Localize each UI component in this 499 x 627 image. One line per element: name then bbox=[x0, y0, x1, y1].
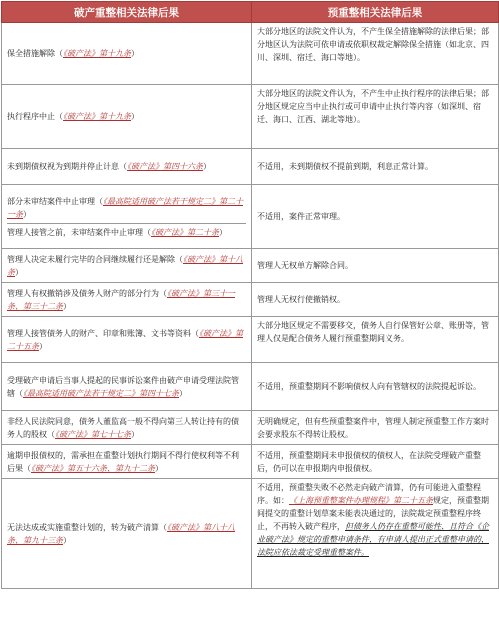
law-citation: 《破产法》第二十五条 bbox=[7, 328, 243, 351]
law-citation: 《破产法》第十九条 bbox=[63, 49, 131, 58]
row-left-cell: 逾期申报债权的，需承担在重整计划执行期间不得行使权利等不利后果（《破产法》第五十六条、第九十二条） bbox=[2, 445, 252, 479]
law-citation: 《破产法》第四十六条 bbox=[127, 162, 203, 171]
law-citation: 《破产法》第七十七条 bbox=[55, 429, 131, 439]
row-left-cell: 非经人民法院同意，债务人董监高一般不得向第三人转让持有的债务人的股权（《破产法》第七十七条） bbox=[2, 411, 252, 445]
table-row bbox=[2, 283, 499, 317]
law-citation: 《破产法》第十八条 bbox=[7, 254, 243, 277]
row-right-cell: 管理人无权行使撤销权。 bbox=[252, 283, 499, 317]
sub-item: 管理人接管之前，未审结案件中止审理（《破产法》第二十条） bbox=[7, 223, 246, 239]
row-left-cell: 管理人有权撤销涉及债务人财产的部分行为（《破产法》第三十一条、第三十二条） bbox=[2, 283, 252, 317]
table-row bbox=[2, 479, 499, 589]
law-citation: 《破产法》第五十六条、第九十二条 bbox=[31, 463, 155, 473]
row-left-cell: 执行程序中止（《破产法》第十九条） bbox=[2, 85, 252, 149]
sub-item: 部分未审结案件中止审理（《最高院适用破产法若干规定二》第二十一条） bbox=[7, 196, 243, 219]
row-left-cell: 未到期债权视为到期并停止计息（《破产法》第四十六条） bbox=[2, 149, 252, 185]
law-citation: 《上海预重整案件办理规程》第二十五条 bbox=[289, 496, 433, 505]
law-citation: 《破产法》第十九条 bbox=[63, 112, 131, 121]
header-pre-reorganization: 预重整相关法律后果 bbox=[252, 2, 499, 23]
row-left-cell: 保全措施解除（《破产法》第十九条） bbox=[2, 23, 252, 85]
law-citation: 《破产法》第二十条 bbox=[151, 227, 219, 237]
table-row bbox=[2, 445, 499, 479]
law-citation: 《最高院适用破产法若干规定二》第二十一条 bbox=[7, 196, 243, 219]
row-right-cell: 不适用，未到期债权不提前到期，利息正常计算。 bbox=[252, 149, 499, 185]
row-right-cell: 管理人无权单方解除合同。 bbox=[252, 249, 499, 283]
table-row bbox=[2, 149, 499, 185]
law-citation: 《破产法》第三十一条、第三十二条 bbox=[7, 288, 235, 311]
row-right-cell: 不适用，预重整期间未申报债权的债权人，在法院受理破产重整后，仍可以在申报期内申报债权。 bbox=[252, 445, 499, 479]
row-right-cell: 不适用，预重整失败不必然走向破产清算，仍有可能进入重整程序。如：《上海预重整案件办理规程》第二十五条规定，预重整期间提交的重整计划草案未能表决通过的，法院裁定预重整程序终止，不再转入破产程序，但债务人仍存在重整可能性、且符合《企业破产法》规定的重整申请条件，有申请人提出正式重整申请的，法院应依法裁定受理重整案件。 bbox=[252, 479, 499, 589]
row-right-cell: 大部分地区的法院文件认为，不产生保全措施解除的法律后果；部分地区认为法院可依申请或依职权裁定解除保全措施（如北京、四川、深圳、宿迁、海口等地）。 bbox=[252, 23, 499, 85]
row-right-cell: 无明确规定，但有些预重整案件中，管理人制定预重整工作方案时会要求股东不得转让股权。 bbox=[252, 411, 499, 445]
row-right-cell: 不适用，案件正常审理。 bbox=[252, 185, 499, 249]
row-left-cell: 管理人接管债务人的财产、印章和账簿、文书等资料（《破产法》第二十五条） bbox=[2, 317, 252, 363]
row-right-cell: 大部分地区的法院文件认为，不产生中止执行程序的法律后果；部分地区规定应当中止执行或可申请中止执行等内容（如深圳、宿迁、海口、江西、湖北等地）。 bbox=[252, 85, 499, 149]
row-left-cell: 无法达成或实施重整计划的，转为破产清算（《破产法》第八十八条、第九十三条） bbox=[2, 479, 252, 589]
table-row bbox=[2, 363, 499, 411]
table-row bbox=[2, 85, 499, 149]
row-left-cell: 受理破产申请后当事人提起的民事诉讼案件由破产申请受理法院管辖（《最高院适用破产法若干规定二》第四十七条） bbox=[2, 363, 252, 411]
comparison-table bbox=[1, 1, 499, 589]
table-row bbox=[2, 411, 499, 445]
table-row bbox=[2, 249, 499, 283]
law-citation: 《破产法》第八十八条、第九十三条 bbox=[7, 522, 235, 545]
row-right-cell: 不适用，预重整期间不影响债权人向有管辖权的法院提起诉讼。 bbox=[252, 363, 499, 411]
header-bankruptcy-reorganization: 破产重整相关法律后果 bbox=[2, 2, 252, 23]
row-left-cell bbox=[2, 185, 252, 249]
row-left-cell: 管理人决定未履行完毕的合同继续履行还是解除（《破产法》第十八条） bbox=[2, 249, 252, 283]
law-citation: 《最高院适用破产法若干规定二》第四十七条 bbox=[23, 388, 179, 398]
table-header-row bbox=[2, 2, 499, 23]
row-right-cell: 大部分地区规定不需要移交，债务人自行保管好公章、账册等，管理人仅是配合债务人履行预重整期间义务。 bbox=[252, 317, 499, 363]
emphasized-text: 但债务人仍存在重整可能性、且符合《企业破产法》规定的重整申请条件，有申请人提出正式重整申请的，法院应依法裁定受理重整案件。 bbox=[257, 522, 489, 557]
table-row bbox=[2, 317, 499, 363]
table-row bbox=[2, 185, 499, 249]
table-row bbox=[2, 23, 499, 85]
